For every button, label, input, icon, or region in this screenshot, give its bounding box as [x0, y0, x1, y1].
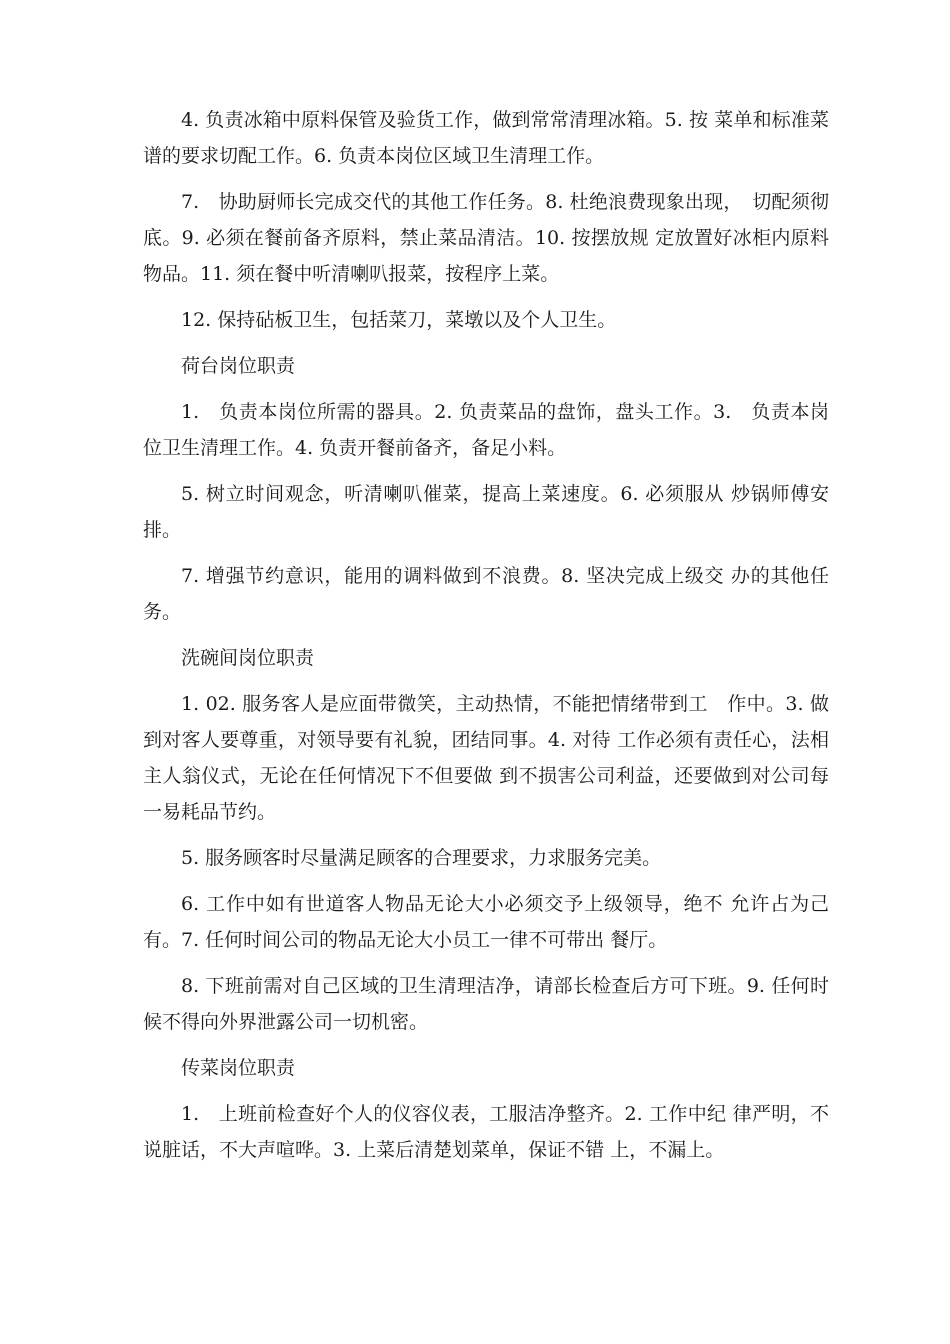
section-heading: 洗碗间岗位职责 — [181, 647, 315, 669]
paragraph: 12. 保持砧板卫生，包括菜刀，菜墩以及个人卫生。 — [181, 309, 617, 331]
section-heading: 荷台岗位职责 — [181, 355, 296, 377]
paragraph: 8. 下班前需对自己区域的卫生清理洁净，请部长检查后方可下班。9. 任何时候不得向外界泄露公司一切机密。 — [143, 975, 829, 1033]
paragraph: 6. 工作中如有世道客人物品无论大小必须交予上级领导，绝不 允许占为己有。7. 任何时间公司的物品无论大小员工一律不可带出 餐厅。 — [143, 893, 829, 951]
paragraph: 4. 负责冰箱中原料保管及验货工作，做到常常清理冰箱。5. 按 菜单和标准菜谱的要求切配工作。6. 负责本岗位区域卫生清理工作。 — [143, 109, 829, 167]
document-body — [143, 102, 829, 1178]
paragraph: 5. 树立时间观念，听清喇叭催菜，提高上菜速度。6. 必须服从 炒锅师傅安排。 — [143, 483, 829, 541]
paragraph: 1. 02. 服务客人是应面带微笑，主动热情，不能把情绪带到工 作中。3. 做到对客人要尊重，对领导要有礼貌，团结同事。4. 对待 工作必须有责任心，法相主人翁仪式，无论在任何情况下不但要做 到不损害公司利益，还要做到对公司每一易耗品节约。 — [143, 693, 829, 823]
paragraph: 5. 服务顾客时尽量满足顾客的合理要求，力求服务完美。 — [181, 847, 662, 869]
paragraph: 7. 增强节约意识，能用的调料做到不浪费。8. 坚决完成上级交 办的其他任务。 — [143, 565, 829, 623]
section-heading: 传菜岗位职责 — [181, 1057, 296, 1079]
paragraph: 1. 负责本岗位所需的器具。2. 负责菜品的盘饰，盘头工作。3. 负责本岗位卫生清理工作。4. 负责开餐前备齐，备足小料。 — [143, 401, 829, 459]
paragraph: 7. 协助厨师长完成交代的其他工作任务。8. 杜绝浪费现象出现， 切配须彻底。9. 必须在餐前备齐原料，禁止菜品清洁。10. 按摆放规 定放置好冰柜内原料物品。11. 须在餐中听清喇叭报菜，按程序上菜。 — [143, 191, 829, 285]
paragraph: 1. 上班前检查好个人的仪容仪表，工服洁净整齐。2. 工作中纪 律严明，不说脏话，不大声喧哗。3. 上菜后清楚划菜单，保证不错 上，不漏上。 — [143, 1103, 829, 1161]
